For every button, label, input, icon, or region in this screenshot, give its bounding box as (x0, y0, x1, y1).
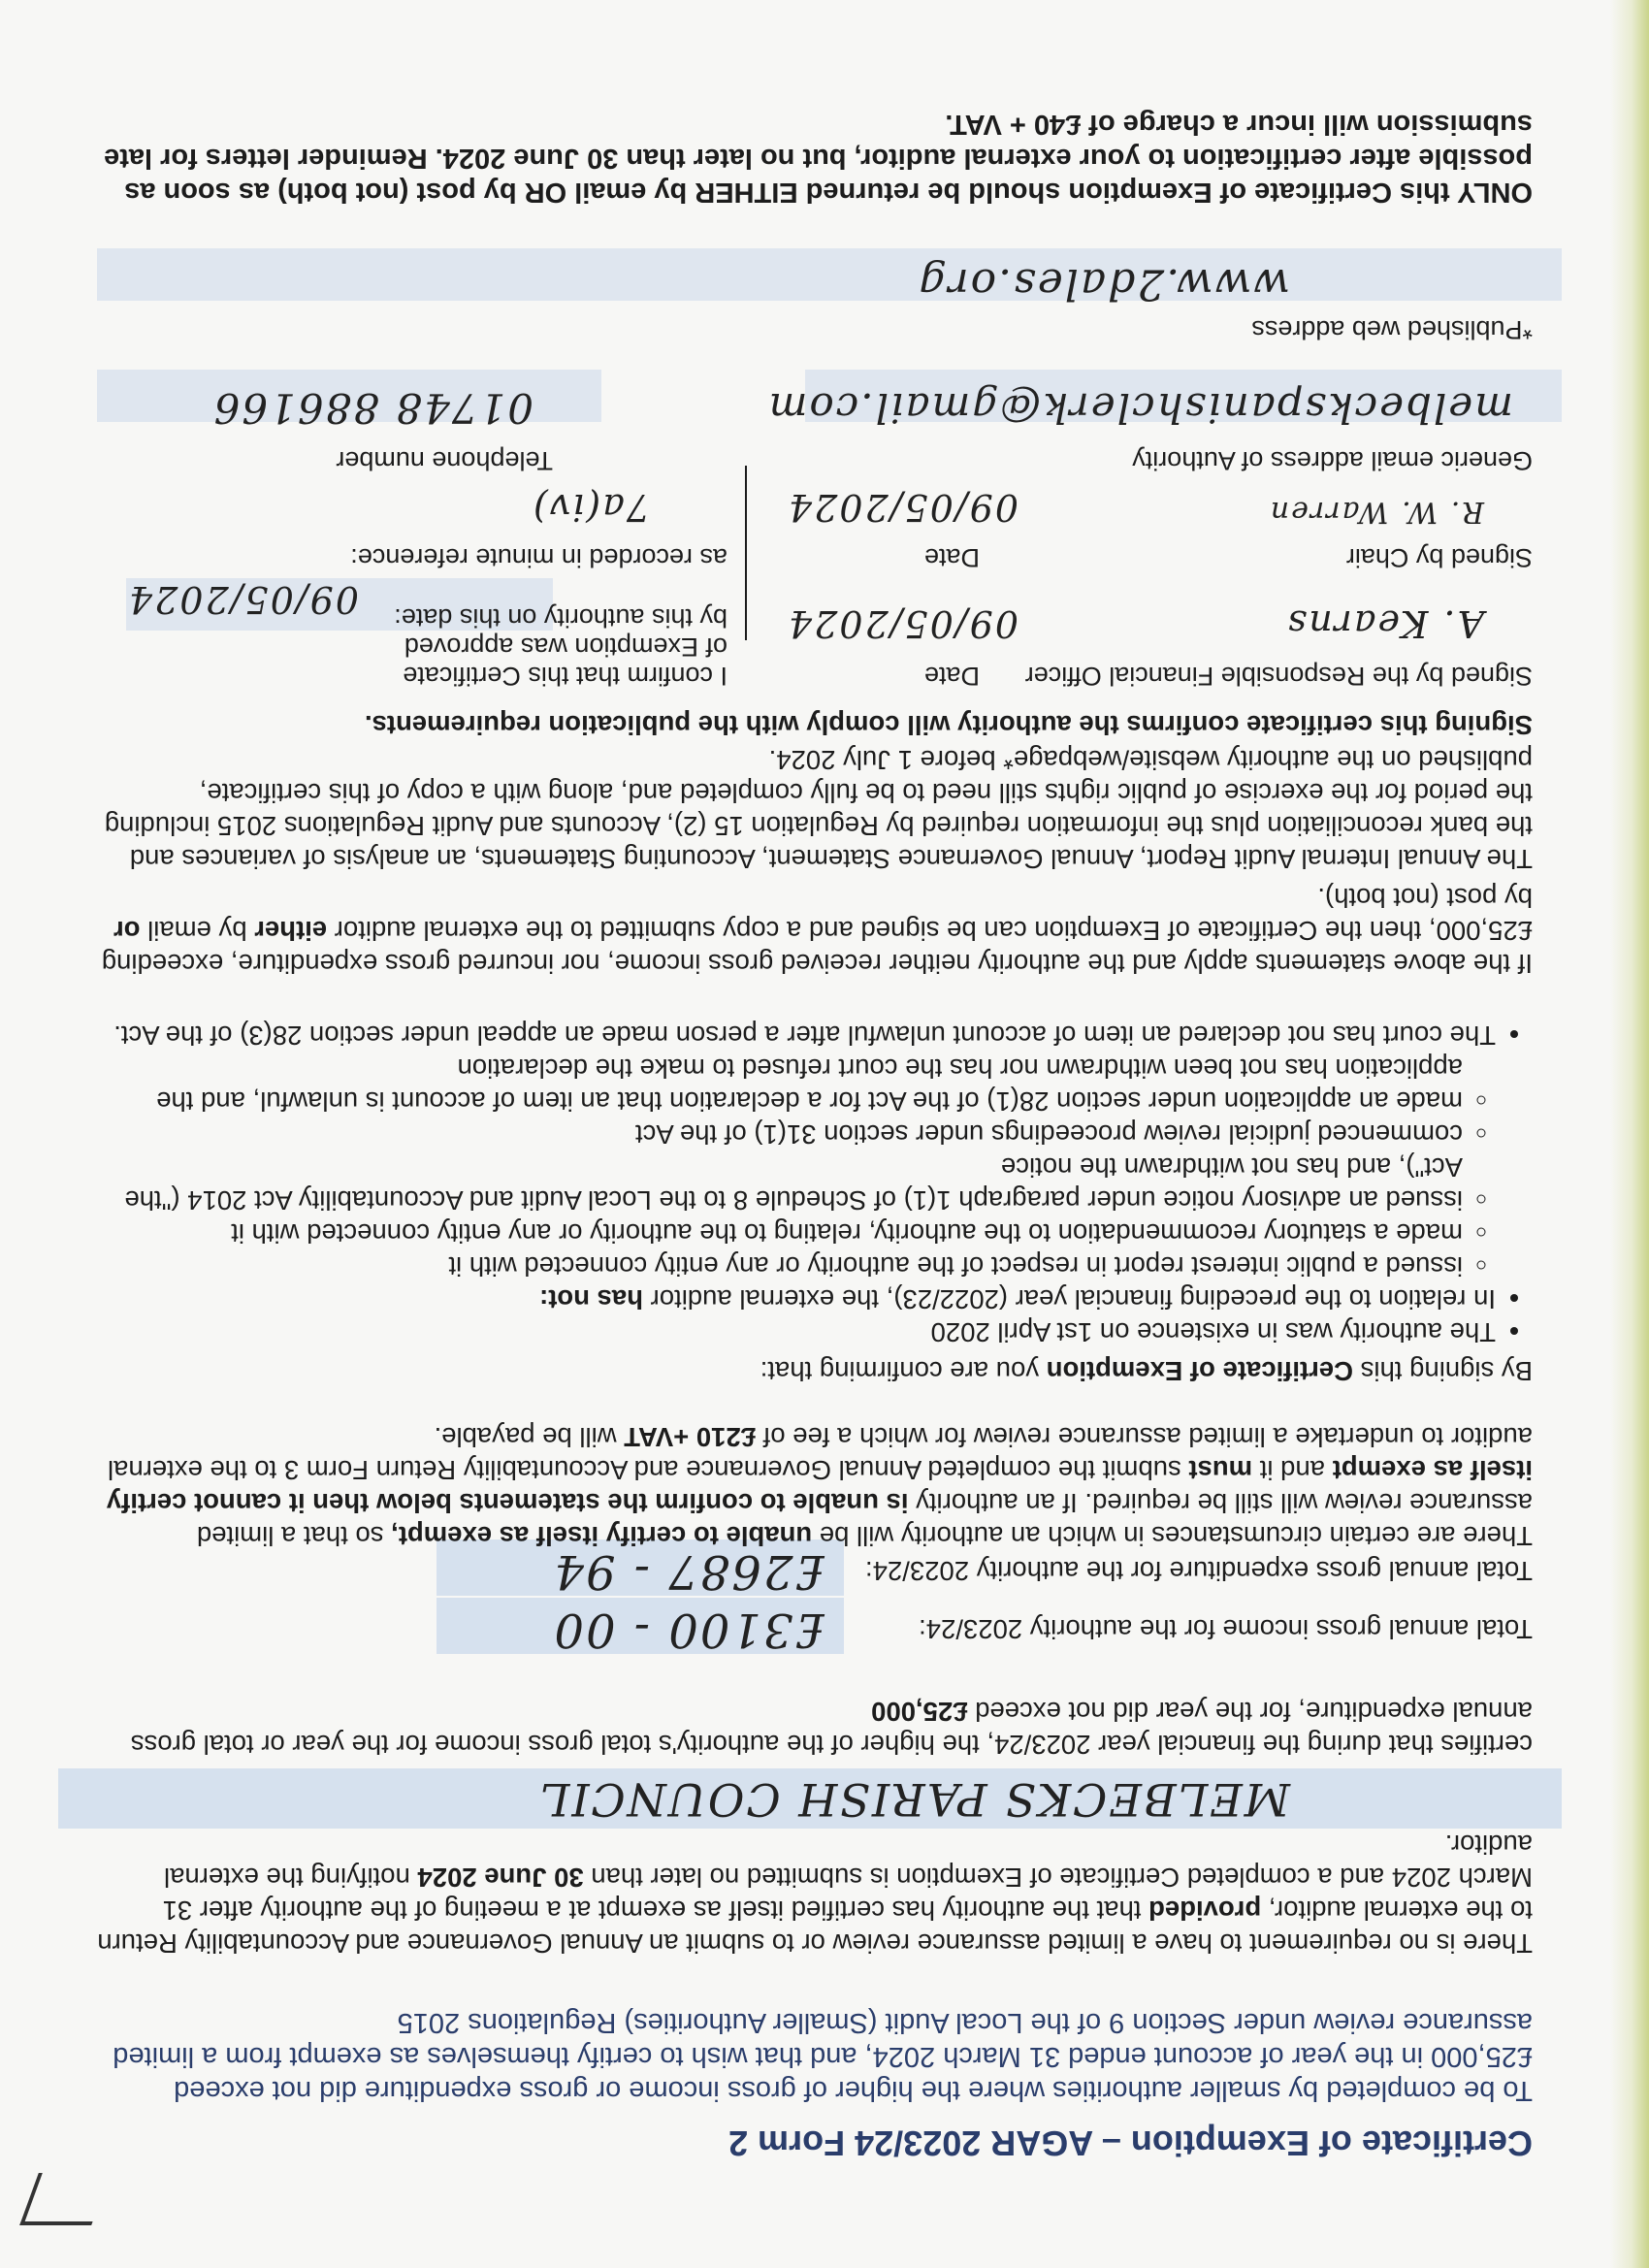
p1-deadline: 30 June 2024 (417, 1863, 584, 1893)
date-label: Date (923, 662, 980, 691)
list-item (97, 1052, 1496, 1315)
p6-text: The Annual Internal Audit Report, Annual Governance Statement, Accounting Statements, an analysis of variances and the bank reconciliation plus the information required by Regulation 15 (2), Accounts and Audit Regulations 2015 including the period for the exercise of public rights still need to be fully completed and, along with a copy of this certificate, published on the authority website/webpage* before 1 July 2024. (104, 745, 1533, 874)
paragraph-signing: Signing this certificate confirms the authority will comply with the publication requirements. (364, 710, 1533, 740)
p2-a: certifies that during the financial year 2023/24, the higher of the authority's total gross income for the year or total gross annual expenditure, for the year did not exceed (130, 1697, 1533, 1760)
p3-d: is unable to confirm the statements below then it cannot certify itself as exempt (106, 1455, 1533, 1518)
p3-must: must (1188, 1455, 1253, 1485)
confirmation-list (97, 1019, 1533, 1348)
paragraph-publication (97, 743, 1533, 875)
list-item: • The authority was in existence on 1st April 2020 (97, 1315, 1496, 1348)
bullet2-b: has not: (539, 1284, 643, 1314)
p4-cert: Certificate of Exemption (1046, 1356, 1354, 1386)
p1-e: notifying the external auditor. (164, 1830, 1533, 1893)
certificate-page-rotated (58, 58, 1600, 2221)
minute-label: as recorded in minute reference: (350, 543, 728, 572)
paragraph-unable-to-certify (97, 1420, 1533, 1552)
web-label: *Published web address (1251, 315, 1533, 344)
phone-value: 01748 886166 (211, 384, 534, 432)
income-label: Total annual gross income for the authority 2023/24: (919, 1614, 1533, 1644)
phone-label: Telephone number (336, 446, 553, 475)
chair-date: 09/05/2024 (786, 486, 1018, 529)
expenditure-label: Total annual gross expenditure for the authority 2023/24: (865, 1556, 1533, 1586)
list-item: ◦ commenced judicial review proceedings under section 31(1) of the Act (97, 1118, 1463, 1150)
p3-e: and it (1252, 1455, 1333, 1485)
p5-a: If the above statements apply and the authority neither received gross income, nor incurred gross expenditure, exceeding £25,000, then the Certificate of Exemption can be signed and a copy submitted to the external auditor (101, 916, 1533, 979)
web-value: www.2dales.org (917, 259, 1290, 308)
p3-a: There are certain circumstances in which an authority will be (812, 1521, 1533, 1551)
confirming-intro (97, 1354, 1533, 1387)
income-value: £3100 - 00 (552, 1603, 824, 1657)
email-label: Generic email address of Authority (1132, 446, 1533, 475)
p5-c: by email (140, 916, 255, 946)
page-title: Certificate of Exemption – AGAR 2023/24 Form 2 (728, 2123, 1533, 2163)
list-item: • The court has not declared an item of account unlawful after a person made an appeal under section 28(3) of the Act. (97, 1019, 1496, 1052)
rfo-signature: A. Kearns (1285, 602, 1484, 645)
auditor-sublist (97, 1052, 1496, 1282)
p4-a: By signing this (1353, 1356, 1533, 1386)
web-band (97, 248, 1562, 301)
date-label: Date (923, 543, 980, 572)
list-item: ◦ issued an advisory notice under paragraph 1(1) of Schedule 8 to the Local Audit and Accountability Act 2014 ("the Act"), and has not withdrawn the notice (97, 1150, 1463, 1216)
bullet2-a: In relation to the preceding financial year (2022/23), the external auditor (642, 1284, 1496, 1314)
expenditure-value: £2687 - 94 (552, 1544, 824, 1599)
p3-c: so that a limited assurance review will still be required. If an authority (196, 1488, 1533, 1551)
chair-label: Signed by Chair (1345, 543, 1533, 572)
paragraph-no-requirement (97, 1828, 1533, 1960)
chair-signature: R. W. Warren (1268, 495, 1484, 529)
paragraph-confirming (97, 1019, 1533, 1387)
scan-edge (1610, 0, 1649, 2268)
p5-or: or (113, 916, 141, 946)
list-item: ◦ made an application under section 28(1) of the Act for a declaration that an item of account is unlawful, and the application has not been withdrawn nor has the court refused to make the declaration (97, 1052, 1463, 1118)
p3-fee: £210 +VAT (624, 1422, 757, 1452)
p1-a: There is no requirement to have a limited assurance review or to submit an Annual Governance and Accountability Return to the external auditor, (97, 1895, 1533, 1959)
list-item: ◦ made a statutory recommendation to the authority, relating to the authority or any entity connected with it (97, 1216, 1463, 1249)
p1-c: that the authority has certified itself as exempt at a meeting of the authority after 31 March 2024 and a completed Certificate of Exemption is submitted no later than (162, 1863, 1533, 1926)
authority-name-handwritten: MELBECKS PARISH COUNCIL (537, 1773, 1290, 1826)
minute-reference: 7a(iv) (531, 486, 650, 529)
confirm-text: I confirm that this Certificate of Exemption was approved by this authority on this date: (394, 603, 728, 691)
p3-i: will be payable. (434, 1422, 625, 1452)
p5-e: by post (not both). (1317, 883, 1533, 913)
p3-g: submit the completed Annual Governance and Accountability Return Form 3 to the external auditor to undertake a limited assurance review for which a fee of (107, 1422, 1533, 1485)
rfo-date: 09/05/2024 (786, 602, 1018, 645)
p2-limit: £25,000 (871, 1697, 968, 1727)
list-item: ◦ issued a public interest report in respect of the authority or any entity connected with it (97, 1249, 1463, 1282)
approval-date: 09/05/2024 (126, 578, 359, 621)
rfo-label: Signed by the Responsible Financial Officer (1024, 662, 1533, 691)
paragraph-certifies (97, 1695, 1533, 1761)
p1-provided: provided (1148, 1895, 1262, 1926)
intro-text: To be completed by smaller authorities where the higher of gross income or gross expenditure did not exceed £25,000 in the year of account ended 31 March 2024, and that wish to certify themselves as exempt from a limited assurance review under Section 9 of the Local Audit (Smaller Authorities) Regulations 2015 (113, 2007, 1533, 2106)
p5-either: either (254, 916, 328, 946)
paragraph-submission (97, 881, 1533, 980)
p4-c: you are confirming that: (760, 1356, 1047, 1386)
email-value: melbeckspanishclerk@gmail.com (766, 384, 1513, 432)
p3-b: unable to certify itself as exempt, (391, 1521, 813, 1551)
return-instructions: ONLY this Certificate of Exemption should be returned EITHER by email OR by post (not both) as soon as possible after certification to your external auditor, but no later than 30 June 2024. Reminder letters for late submission will incur a charge of £40 + VAT. (104, 109, 1533, 208)
divider-line (745, 466, 747, 640)
